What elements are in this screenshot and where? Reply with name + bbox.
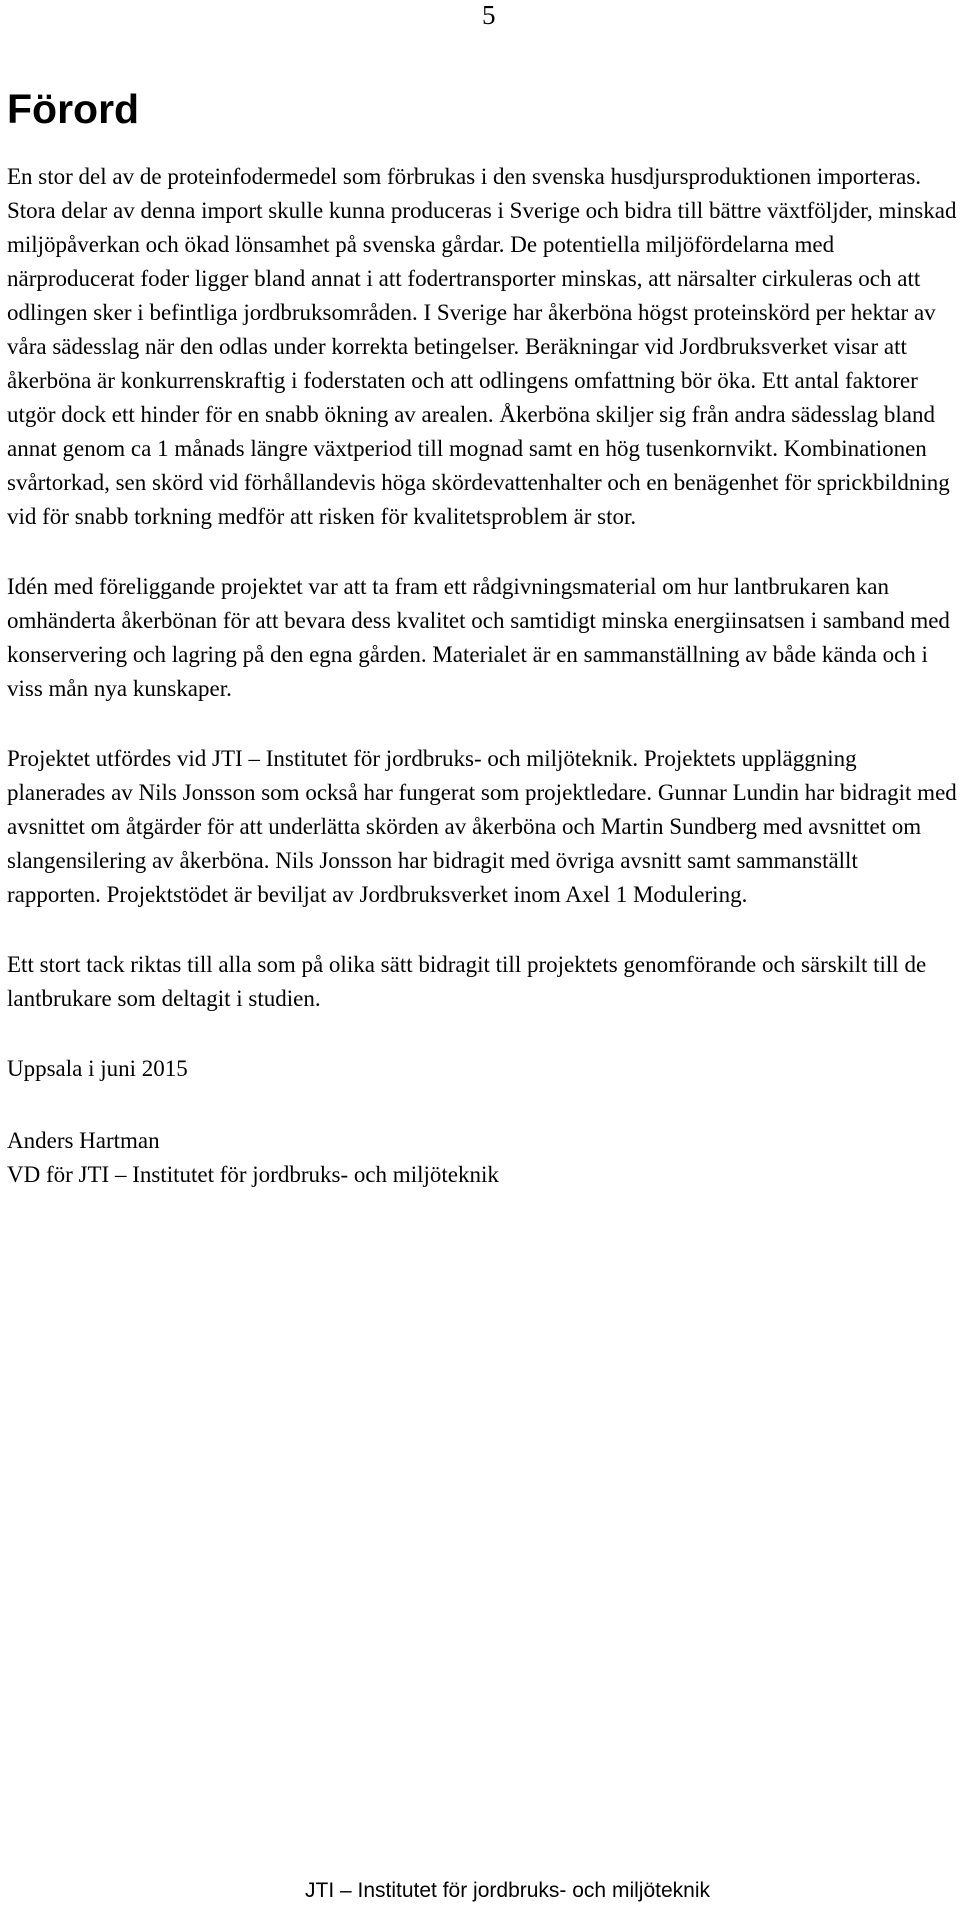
- page-heading: Förord: [7, 86, 140, 132]
- signatory-name: Anders Hartman: [7, 1128, 160, 1153]
- paragraph-thanks: Ett stort tack riktas till alla som på olika sätt bidragit till projektets genomförande och särskilt till de lantbrukare som deltagit i studien.: [7, 952, 927, 1011]
- paragraph-purpose: Idén med föreliggande projektet var att ta fram ett rådgivningsmaterial om hur lantbrukaren kan omhänderta åkerbönan för att bevara dess kvalitet och samtidigt minska energiinsatsen i samband med konservering och lagring på den egna gården. Materialet är en sammanställning av både kända och i viss mån nya kunskaper.: [7, 574, 950, 701]
- closing-date: Uppsala i juni 2015: [7, 1056, 188, 1081]
- preface-body: [7, 160, 957, 1192]
- signature-block: [7, 1124, 957, 1192]
- page-footer: JTI – Institutet för jordbruks- och miljöteknik: [305, 1879, 710, 1902]
- signatory-title: VD för JTI – Institutet för jordbruks- och miljöteknik: [7, 1162, 499, 1187]
- paragraph-project: Projektet utfördes vid JTI – Institutet för jordbruks- och miljöteknik. Projektets uppläggning planerades av Nils Jonsson som också har fungerat som projektledare. Gunnar Lundin har bidragit med avsnittet om åtgärder för att underlätta skörden av åkerböna och Martin Sundberg med avsnittet om slangensilering av åkerböna. Nils Jonsson har bidragit med övriga avsnitt samt sammanställt rapporten. Projektstödet är beviljat av Jordbruksverket inom Axel 1 Modulering.: [7, 746, 957, 907]
- paragraph-intro: En stor del av de proteinfodermedel som förbrukas i den svenska husdjursproduktionen importeras. Stora delar av denna import skulle kunna produceras i Sverige och bidra till bättre växtföljder, minskad miljöpåverkan och ökad lönsamhet på svenska gårdar. De potentiella miljöfördelarna med närproducerat foder ligger bland annat i att fodertransporter minskas, att närsalter cirkuleras och att odlingen sker i befintliga jordbruksområden. I Sverige har åkerböna högst proteinskörd per hektar av våra sädesslag när den odlas under korrekta betingelser. Beräkningar vid Jordbruksverket visar att åkerböna är konkurrenskraftig i foderstaten och att odlingens omfattning bör öka. Ett antal faktorer utgör dock ett hinder för en snabb ökning av arealen. Åkerböna skiljer sig från andra sädesslag bland annat genom ca 1 månads längre växtperiod till mognad samt en hög tusenkornvikt. Kombinationen svårtorkad, sen skörd vid förhållandevis höga skördevattenhalter och en benägenhet för sprickbildning vid för snabb torkning medför att risken för kvalitetsproblem är stor.: [7, 164, 957, 529]
- page-number: 5: [482, 0, 496, 30]
